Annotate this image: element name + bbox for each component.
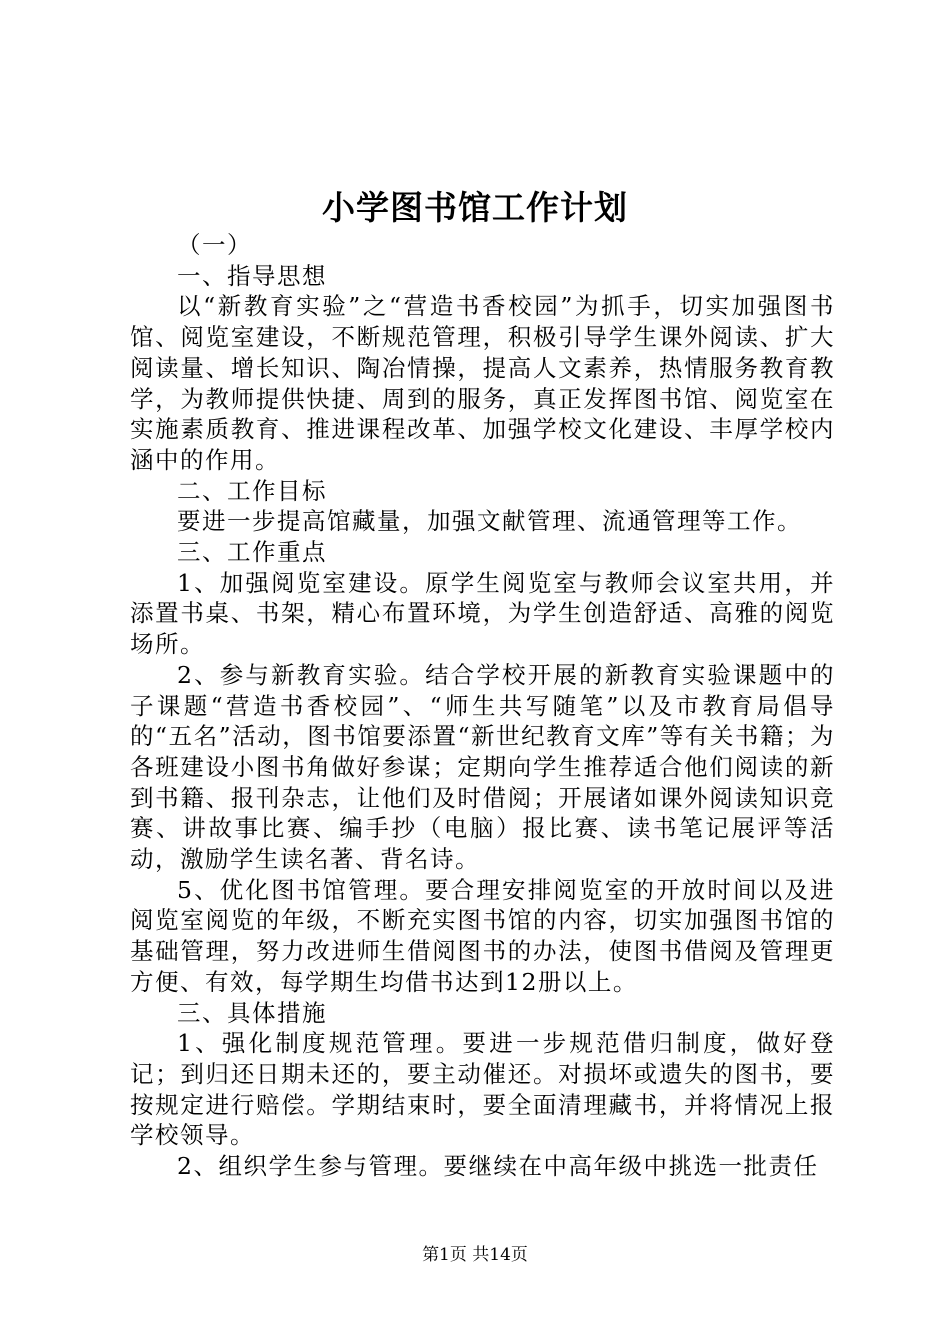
paragraph-guiding-ideology: 以“新教育实验”之“营造书香校园”为抓手，切实加强图书馆、阅览室建设，不断规范管理，积极引导学生课外阅读、扩大阅读量、增长知识、陶冶情操，提高人文素养，热情服务教育教学，为教师提供快捷、周到的服务，真正发挥图书馆、阅览室在实施素质教育、推进课程改革、加强学校文化建设、丰厚学校内涵中的作用。 [130, 292, 835, 474]
heading-specific-measures: 三、具体措施 [177, 998, 327, 1027]
document-body [130, 230, 835, 1182]
section-marker: （一） [177, 231, 252, 259]
page-number-footer: 第1页 共14页 [422, 1245, 528, 1265]
paragraph-focus-1: 1、加强阅览室建设。原学生阅览室与教师会议室共用，并添置书桌、书架，精心布置环境，为学生创造舒适、高雅的阅览场所。 [130, 568, 835, 659]
paragraph-measure-2: 2、组织学生参与管理。要继续在中高年级中挑选一批责任 [177, 1152, 819, 1181]
heading-work-focus: 三、工作重点 [177, 538, 327, 567]
paragraph-focus-2: 2、参与新教育实验。结合学校开展的新教育实验课题中的子课题“营造书香校园”、“师生共写随笔”以及市教育局倡导的“五名”活动，图书馆要添置“新世纪教育文库”等有关书籍；为各班建设小图书角做好参谋；定期向学生推荐适合他们阅读的新到书籍、报刊杂志，让他们及时借阅；开展诸如课外阅读知识竞赛、讲故事比赛、编手抄（电脑）报比赛、读书笔记展评等活动，激励学生读名著、背名诗。 [130, 660, 835, 874]
document-title: 小学图书馆工作计划 [322, 188, 628, 227]
paragraph-focus-5: 5、优化图书馆管理。要合理安排阅览室的开放时间以及进阅览室阅览的年级，不断充实图书馆的内容，切实加强图书馆的基础管理，努力改进师生借阅图书的办法，使图书借阅及管理更方便、有效，每学期生均借书达到12册以上。 [130, 875, 835, 996]
heading-work-goals: 二、工作目标 [177, 476, 327, 505]
heading-guiding-ideology: 一、指导思想 [177, 261, 327, 290]
paragraph-measure-1: 1、强化制度规范管理。要进一步规范借归制度，做好登记；到归还日期未还的，要主动催还。对损坏或遗失的图书，要按规定进行赔偿。学期结束时，要全面清理藏书，并将情况上报学校领导。 [130, 1029, 835, 1150]
paragraph-work-goals: 要进一步提高馆藏量，加强文献管理、流通管理等工作。 [177, 507, 802, 536]
